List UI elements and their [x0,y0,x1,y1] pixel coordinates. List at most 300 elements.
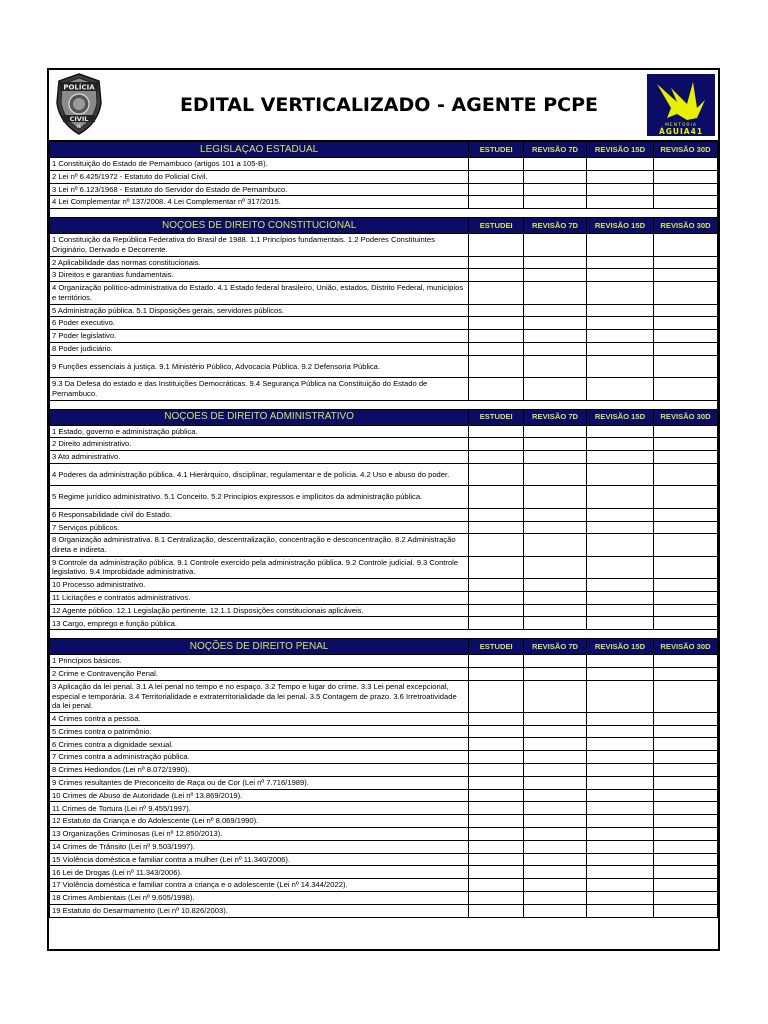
section-header-nocoes-de-direito-penal [50,639,718,655]
table-row [50,604,718,617]
topic-text: 13 Organizações Criminosas (Lei nº 12.850/2013). [50,828,469,841]
check-cell-revisao-15d[interactable] [587,591,654,604]
check-cell-revisao-15d[interactable] [587,158,654,171]
column-header-estudei: ESTUDEI [469,218,524,234]
check-cell-revisao-7d[interactable] [524,668,587,681]
column-header-revisao-7d: REVISÃO 7D [524,639,587,655]
check-cell-revisao-15d[interactable] [587,725,654,738]
check-cell-revisao-7d[interactable] [524,617,587,630]
section-header-legislacao-estadual [50,142,718,158]
check-cell-revisao-30d[interactable] [654,866,718,879]
check-cell-estudei[interactable] [469,378,524,400]
document-header [49,70,718,141]
table-row [50,725,718,738]
check-cell-revisao-7d[interactable] [524,680,587,712]
check-cell-revisao-15d[interactable] [587,234,654,256]
check-cell-revisao-7d[interactable] [524,751,587,764]
badge-state-text: PE [76,124,82,129]
check-cell-estudei[interactable] [469,815,524,828]
check-cell-estudei[interactable] [469,776,524,789]
table-row [50,282,718,304]
check-cell-revisao-15d[interactable] [587,463,654,485]
column-header-revisao-15d: REVISÃO 15D [587,409,654,425]
check-cell-revisao-15d[interactable] [587,330,654,343]
check-cell-revisao-15d[interactable] [587,438,654,451]
topic-text: 10 Processo administrativo. [50,579,469,592]
check-cell-revisao-7d[interactable] [524,521,587,534]
check-cell-revisao-7d[interactable] [524,534,587,556]
section-title: NOÇOES DE DIREITO ADMINISTRATIVO [50,409,469,425]
table-row [50,840,718,853]
check-cell-revisao-7d[interactable] [524,342,587,355]
table-row [50,183,718,196]
check-cell-estudei[interactable] [469,556,524,578]
check-cell-revisao-7d[interactable] [524,304,587,317]
topic-text: 3 Aplicação da lei penal. 3.1 A lei penal no tempo e no espaço. 3.2 Tempo e lugar do crime. 3.3 Lei penal excepcional, especial e temporária. 3.4 Territorialidade e extraterritorialidade da lei penal. 3.5 Contagem de prazo. 3.6 Irretroatividade da lei penal. [50,680,469,712]
check-cell-revisao-7d[interactable] [524,234,587,256]
check-cell-revisao-7d[interactable] [524,269,587,282]
policia-civil-badge-icon [54,73,104,135]
check-cell-revisao-30d[interactable] [654,269,718,282]
check-cell-estudei[interactable] [469,853,524,866]
check-cell-revisao-15d[interactable] [587,304,654,317]
topic-checklist-table [49,141,718,918]
check-cell-revisao-7d[interactable] [524,330,587,343]
check-cell-revisao-30d[interactable] [654,556,718,578]
check-cell-revisao-7d[interactable] [524,904,587,917]
check-cell-revisao-15d[interactable] [587,355,654,377]
check-cell-revisao-30d[interactable] [654,617,718,630]
check-cell-revisao-7d[interactable] [524,438,587,451]
table-row [50,170,718,183]
check-cell-estudei[interactable] [469,840,524,853]
check-cell-revisao-15d[interactable] [587,269,654,282]
topic-text: 3 Lei nº 6.123/1968 - Estatuto do Servidor do Estado de Pernambuco. [50,183,469,196]
topic-text: 1 Princípios básicos. [50,655,469,668]
topic-text: 10 Crimes de Abuso de Autoridade (Lei nº 13.869/2019). [50,789,469,802]
check-cell-revisao-15d[interactable] [587,680,654,712]
check-cell-revisao-30d[interactable] [654,486,718,508]
column-header-estudei: ESTUDEI [469,409,524,425]
check-cell-estudei[interactable] [469,879,524,892]
check-cell-revisao-7d[interactable] [524,879,587,892]
column-header-revisao-15d: REVISÃO 15D [587,218,654,234]
check-cell-estudei[interactable] [469,604,524,617]
column-header-revisao-30d: REVISÃO 30D [654,639,718,655]
check-cell-revisao-7d[interactable] [524,158,587,171]
table-row [50,617,718,630]
section-title: NOÇÕES DE DIREITO PENAL [50,639,469,655]
check-cell-revisao-7d[interactable] [524,815,587,828]
check-cell-estudei[interactable] [469,668,524,681]
topic-text: 7 Poder legislativo. [50,330,469,343]
check-cell-revisao-30d[interactable] [654,317,718,330]
check-cell-estudei[interactable] [469,256,524,269]
check-cell-estudei[interactable] [469,508,524,521]
table-row [50,712,718,725]
check-cell-estudei[interactable] [469,196,524,209]
check-cell-estudei[interactable] [469,158,524,171]
check-cell-revisao-30d[interactable] [654,579,718,592]
table-row [50,486,718,508]
check-cell-revisao-30d[interactable] [654,712,718,725]
table-row [50,158,718,171]
topic-text: 2 Crime e Contravenção Penal. [50,668,469,681]
check-cell-revisao-7d[interactable] [524,317,587,330]
check-cell-revisao-7d[interactable] [524,738,587,751]
topic-text: 1 Estado, governo e administração pública. [50,425,469,438]
check-cell-estudei[interactable] [469,892,524,905]
column-header-revisao-7d: REVISÃO 7D [524,409,587,425]
table-row [50,764,718,777]
topic-text: 9 Crimes resultantes de Preconceito de Raça ou de Cor (Lei nº 7.716/1989). [50,776,469,789]
check-cell-estudei[interactable] [469,725,524,738]
check-cell-revisao-30d[interactable] [654,892,718,905]
check-cell-revisao-30d[interactable] [654,256,718,269]
column-header-revisao-7d: REVISÃO 7D [524,142,587,158]
section-header-nocoes-de-direito-administrativo [50,409,718,425]
topic-text: 11 Crimes de Tortura (Lei nº 9.455/1997). [50,802,469,815]
check-cell-revisao-15d[interactable] [587,668,654,681]
check-cell-revisao-30d[interactable] [654,776,718,789]
topic-text: 11 Licitações e contratos administrativos. [50,591,469,604]
check-cell-estudei[interactable] [469,425,524,438]
check-cell-revisao-15d[interactable] [587,853,654,866]
check-cell-estudei[interactable] [469,904,524,917]
check-cell-estudei[interactable] [469,751,524,764]
check-cell-revisao-30d[interactable] [654,668,718,681]
table-row [50,828,718,841]
section-spacer-row [50,209,718,218]
topic-text: 5 Regime jurídico administrativo. 5.1 Conceito. 5.2 Princípios expressos e implícitos da administração pública. [50,486,469,508]
topic-text: 4 Crimes contra a pessoa. [50,712,469,725]
topic-text: 4 Organização político-administrativa do Estado. 4.1 Estado federal brasileiro, União, estados, Distrito Federal, municípios e territórios. [50,282,469,304]
table-row [50,438,718,451]
check-cell-revisao-7d[interactable] [524,892,587,905]
check-cell-revisao-30d[interactable] [654,738,718,751]
check-cell-revisao-15d[interactable] [587,508,654,521]
check-cell-estudei[interactable] [469,463,524,485]
check-cell-revisao-15d[interactable] [587,425,654,438]
check-cell-revisao-30d[interactable] [654,521,718,534]
check-cell-estudei[interactable] [469,342,524,355]
check-cell-revisao-30d[interactable] [654,170,718,183]
check-cell-revisao-30d[interactable] [654,840,718,853]
check-cell-estudei[interactable] [469,579,524,592]
check-cell-revisao-30d[interactable] [654,591,718,604]
check-cell-revisao-7d[interactable] [524,579,587,592]
topic-text: 1 Constituição do Estado de Pernambuco (artigos 101 a 105-B). [50,158,469,171]
topic-text: 7 Serviços públicos. [50,521,469,534]
check-cell-revisao-30d[interactable] [654,789,718,802]
check-cell-estudei[interactable] [469,451,524,464]
check-cell-revisao-30d[interactable] [654,196,718,209]
check-cell-estudei[interactable] [469,591,524,604]
check-cell-revisao-15d[interactable] [587,764,654,777]
column-header-revisao-15d: REVISÃO 15D [587,639,654,655]
check-cell-revisao-30d[interactable] [654,304,718,317]
topic-text: 8 Organização administrativa. 8.1 Centralização, descentralização, concentração e desconcentração. 8.2 Administração direta e indireta. [50,534,469,556]
topic-text: 18 Crimes Ambientais (Lei nº 9.605/1998). [50,892,469,905]
check-cell-estudei[interactable] [469,317,524,330]
check-cell-estudei[interactable] [469,486,524,508]
topic-text: 2 Direito administrativo. [50,438,469,451]
table-row [50,879,718,892]
section-title: LEGISLAÇAO ESTADUAL [50,142,469,158]
table-row [50,892,718,905]
column-header-revisao-30d: REVISÃO 30D [654,142,718,158]
check-cell-estudei[interactable] [469,521,524,534]
check-cell-revisao-7d[interactable] [524,802,587,815]
check-cell-revisao-15d[interactable] [587,183,654,196]
spacer-cell [50,630,718,639]
check-cell-revisao-30d[interactable] [654,879,718,892]
badge-top-text: POLÍCIA [63,83,95,92]
table-row [50,196,718,209]
section-spacer-row [50,630,718,639]
check-cell-revisao-30d[interactable] [654,764,718,777]
topic-text: 8 Crimes Hediondos (Lei nº 8.072/1990). [50,764,469,777]
topic-text: 6 Poder executivo. [50,317,469,330]
check-cell-revisao-30d[interactable] [654,828,718,841]
topic-text: 5 Crimes contra o patrimônio. [50,725,469,738]
section-title: NOÇOES DE DIREITO CONSTITUCIONAL [50,218,469,234]
check-cell-revisao-15d[interactable] [587,556,654,578]
check-cell-revisao-30d[interactable] [654,183,718,196]
check-cell-estudei[interactable] [469,764,524,777]
check-cell-revisao-15d[interactable] [587,256,654,269]
table-row [50,451,718,464]
check-cell-revisao-15d[interactable] [587,196,654,209]
check-cell-revisao-7d[interactable] [524,853,587,866]
check-cell-estudei[interactable] [469,282,524,304]
check-cell-revisao-30d[interactable] [654,655,718,668]
check-cell-revisao-15d[interactable] [587,282,654,304]
topic-text: 2 Aplicabilidade das normas constitucionais. [50,256,469,269]
topic-text: 2 Lei nº 6.425/1972 - Estatuto do Policial Civil. [50,170,469,183]
check-cell-revisao-7d[interactable] [524,764,587,777]
check-cell-revisao-30d[interactable] [654,853,718,866]
check-cell-revisao-7d[interactable] [524,463,587,485]
check-cell-revisao-7d[interactable] [524,451,587,464]
check-cell-revisao-7d[interactable] [524,655,587,668]
check-cell-revisao-30d[interactable] [654,680,718,712]
check-cell-revisao-7d[interactable] [524,725,587,738]
check-cell-revisao-30d[interactable] [654,438,718,451]
table-row [50,269,718,282]
column-header-revisao-30d: REVISÃO 30D [654,218,718,234]
table-row [50,655,718,668]
table-row [50,355,718,377]
check-cell-revisao-15d[interactable] [587,342,654,355]
check-cell-estudei[interactable] [469,828,524,841]
check-cell-revisao-7d[interactable] [524,789,587,802]
table-row [50,342,718,355]
table-row [50,556,718,578]
check-cell-revisao-15d[interactable] [587,776,654,789]
table-row [50,789,718,802]
check-cell-revisao-15d[interactable] [587,802,654,815]
check-cell-revisao-15d[interactable] [587,879,654,892]
topic-text: 6 Crimes contra a dignidade sexual. [50,738,469,751]
table-row [50,304,718,317]
check-cell-revisao-7d[interactable] [524,828,587,841]
table-row [50,866,718,879]
check-cell-revisao-15d[interactable] [587,815,654,828]
check-cell-revisao-7d[interactable] [524,712,587,725]
topic-text: 12 Estatuto da Criança e do Adolescente (Lei nº 8.069/1990). [50,815,469,828]
check-cell-revisao-30d[interactable] [654,355,718,377]
table-row [50,463,718,485]
check-cell-revisao-30d[interactable] [654,904,718,917]
check-cell-estudei[interactable] [469,183,524,196]
check-cell-revisao-30d[interactable] [654,330,718,343]
table-row [50,738,718,751]
table-row [50,591,718,604]
check-cell-revisao-7d[interactable] [524,556,587,578]
table-row [50,256,718,269]
check-cell-revisao-7d[interactable] [524,170,587,183]
check-cell-revisao-15d[interactable] [587,521,654,534]
table-row [50,330,718,343]
topic-text: 13 Cargo, emprego e função pública. [50,617,469,630]
check-cell-estudei[interactable] [469,866,524,879]
topic-text: 3 Direitos e garantias fundamentais. [50,269,469,282]
table-row [50,751,718,764]
check-cell-revisao-30d[interactable] [654,534,718,556]
check-cell-revisao-30d[interactable] [654,751,718,764]
check-cell-revisao-15d[interactable] [587,712,654,725]
check-cell-revisao-30d[interactable] [654,604,718,617]
topic-text: 19 Estatuto do Desarmamento (Lei nº 10.826/2003). [50,904,469,917]
check-cell-estudei[interactable] [469,269,524,282]
check-cell-estudei[interactable] [469,170,524,183]
mentoria-aguia-logo-icon [647,74,715,136]
check-cell-revisao-15d[interactable] [587,751,654,764]
check-cell-revisao-15d[interactable] [587,892,654,905]
check-cell-revisao-30d[interactable] [654,508,718,521]
table-row [50,521,718,534]
topic-text: 9 Controle da administração pública. 9.1 Controle exercido pela administração pública. 9.2 Controle judicial. 9.3 Controle legislativo. 9.4 Improbidade administrativa. [50,556,469,578]
table-row [50,425,718,438]
check-cell-revisao-7d[interactable] [524,776,587,789]
check-cell-revisao-30d[interactable] [654,342,718,355]
check-cell-revisao-7d[interactable] [524,256,587,269]
column-header-revisao-15d: REVISÃO 15D [587,142,654,158]
check-cell-estudei[interactable] [469,355,524,377]
topic-text: 14 Crimes de Trânsito (Lei nº 9.503/1997). [50,840,469,853]
check-cell-revisao-15d[interactable] [587,789,654,802]
topic-text: 1 Constituição da República Federativa do Brasil de 1988. 1.1 Princípios fundamentais. 1.2 Poderes Constituintes Originário, Derivado e Decorrente. [50,234,469,256]
check-cell-estudei[interactable] [469,789,524,802]
check-cell-revisao-15d[interactable] [587,617,654,630]
check-cell-revisao-15d[interactable] [587,604,654,617]
check-cell-revisao-30d[interactable] [654,234,718,256]
check-cell-revisao-7d[interactable] [524,840,587,853]
spacer-cell [50,209,718,218]
table-row [50,853,718,866]
check-cell-revisao-7d[interactable] [524,486,587,508]
check-cell-estudei[interactable] [469,534,524,556]
table-row [50,904,718,917]
topic-text: 4 Lei Complementar nº 137/2008. 4 Lei Complementar nº 317/2015. [50,196,469,209]
check-cell-estudei[interactable] [469,617,524,630]
check-cell-revisao-15d[interactable] [587,378,654,400]
topic-text: 9 Funções essenciais à justiça. 9.1 Ministério Público, Advocacia Pública. 9.2 Defensoria Pública. [50,355,469,377]
check-cell-revisao-15d[interactable] [587,655,654,668]
table-row [50,776,718,789]
check-cell-estudei[interactable] [469,655,524,668]
check-cell-revisao-7d[interactable] [524,508,587,521]
check-cell-estudei[interactable] [469,304,524,317]
table-row [50,317,718,330]
topic-text: 17 Violência doméstica e familiar contra a criança e o adolescente (Lei nº 14.344/2022). [50,879,469,892]
check-cell-estudei[interactable] [469,680,524,712]
check-cell-revisao-15d[interactable] [587,904,654,917]
check-cell-revisao-30d[interactable] [654,158,718,171]
check-cell-revisao-7d[interactable] [524,591,587,604]
check-cell-revisao-15d[interactable] [587,486,654,508]
check-cell-revisao-7d[interactable] [524,866,587,879]
column-header-revisao-7d: REVISÃO 7D [524,218,587,234]
topic-text: 6 Responsabilidade civil do Estado. [50,508,469,521]
check-cell-revisao-7d[interactable] [524,355,587,377]
table-row [50,680,718,712]
check-cell-revisao-15d[interactable] [587,738,654,751]
logo-top-text: MENTORIA [665,123,697,128]
check-cell-revisao-30d[interactable] [654,282,718,304]
check-cell-estudei[interactable] [469,438,524,451]
section-header-nocoes-de-direito-constitucional [50,218,718,234]
table-row [50,534,718,556]
check-cell-revisao-30d[interactable] [654,425,718,438]
check-cell-revisao-15d[interactable] [587,534,654,556]
table-row [50,378,718,400]
check-cell-revisao-15d[interactable] [587,170,654,183]
check-cell-estudei[interactable] [469,712,524,725]
page-title: EDITAL VERTICALIZADO - AGENTE PCPE [179,94,599,116]
check-cell-revisao-15d[interactable] [587,828,654,841]
table-row [50,668,718,681]
table-row [50,508,718,521]
check-cell-revisao-7d[interactable] [524,604,587,617]
check-cell-estudei[interactable] [469,234,524,256]
check-cell-revisao-30d[interactable] [654,815,718,828]
check-cell-revisao-15d[interactable] [587,317,654,330]
check-cell-revisao-7d[interactable] [524,196,587,209]
column-header-estudei: ESTUDEI [469,639,524,655]
check-cell-revisao-30d[interactable] [654,378,718,400]
check-cell-revisao-30d[interactable] [654,463,718,485]
check-cell-revisao-15d[interactable] [587,840,654,853]
check-cell-estudei[interactable] [469,738,524,751]
check-cell-revisao-30d[interactable] [654,725,718,738]
check-cell-revisao-30d[interactable] [654,802,718,815]
topic-text: 16 Lei de Drogas (Lei nº 11.343/2006). [50,866,469,879]
check-cell-revisao-15d[interactable] [587,866,654,879]
check-cell-revisao-30d[interactable] [654,451,718,464]
check-cell-revisao-7d[interactable] [524,282,587,304]
check-cell-revisao-7d[interactable] [524,425,587,438]
check-cell-revisao-7d[interactable] [524,378,587,400]
check-cell-revisao-15d[interactable] [587,579,654,592]
badge-bottom-text: CIVIL [69,115,89,123]
check-cell-estudei[interactable] [469,802,524,815]
column-header-estudei: ESTUDEI [469,142,524,158]
check-cell-revisao-15d[interactable] [587,451,654,464]
check-cell-estudei[interactable] [469,330,524,343]
check-cell-revisao-7d[interactable] [524,183,587,196]
